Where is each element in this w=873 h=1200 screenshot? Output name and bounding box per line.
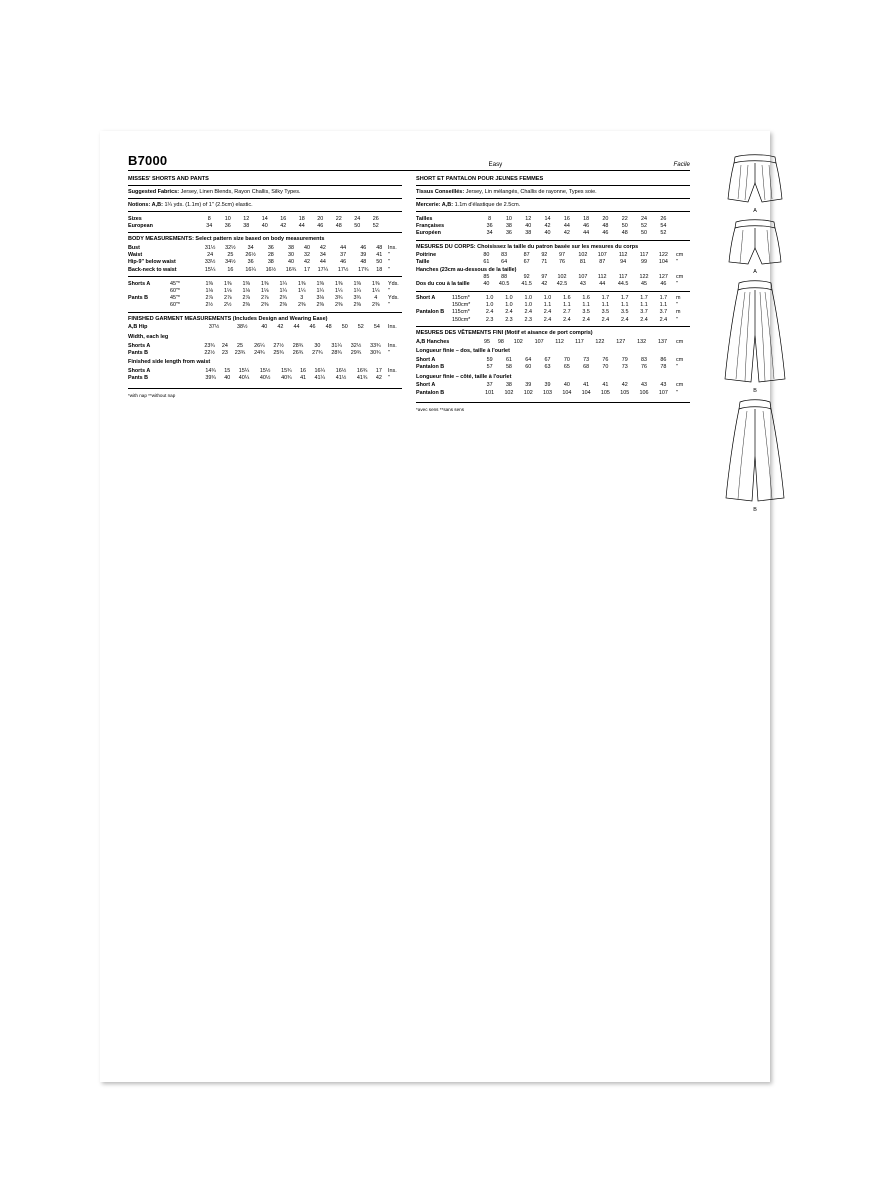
table-row: 60"* 1⅛ 1⅛ 1⅛ 1⅛ 1¼ 1¼ 1¼ 1¼ 1¼ 1¼ " xyxy=(170,287,390,294)
side-length-title: Finished side length from waist xyxy=(128,359,211,366)
divider xyxy=(128,198,402,199)
english-column xyxy=(128,176,402,412)
side-length-table-fr xyxy=(416,382,690,396)
body-measurements-title: BODY MEASUREMENTS: Select pattern size based on body measurements xyxy=(128,236,325,243)
french-heading: SHORT ET PANTALON POUR JEUNES FEMMES xyxy=(416,176,544,182)
notions-text: 1¼ yds. (1.1m) of 1" (2.5cm) elastic. xyxy=(162,202,253,208)
pattern-code: B7000 xyxy=(128,153,168,168)
table-row: Bust 31½ 32½ 34 36 38 40 42 44 46 48 Ins. xyxy=(128,244,397,251)
table-row: 85 88 92 97 102 107 112 117 122 127 cm xyxy=(483,273,684,280)
footnote-fr: *avec sens **sans sens xyxy=(416,407,465,413)
longueur-dos-title: Longueur finie – dos, taille à l'ourlet xyxy=(416,348,510,355)
divider xyxy=(128,388,402,389)
table-row: Dos du cou à la taille 40 40.5 41.5 42 42.5 43 44 44.5 45 46 " xyxy=(416,280,678,287)
table-row: Waist 24 25 26½ 28 30 32 34 37 39 41 " xyxy=(128,252,390,259)
size-table-fr xyxy=(416,215,690,237)
side-length-table-en xyxy=(128,367,402,381)
divider xyxy=(128,276,402,277)
table-row: Hanches (23cm au-dessous de la taille) xyxy=(416,266,517,273)
table-row: A,B Hip 37½ 38½ 40 42 44 46 48 50 52 54 Ins. xyxy=(128,324,397,331)
divider xyxy=(128,185,402,186)
fabrics-text-fr: Jersey, Lin mélangés, Challis de rayonne, Types soie. xyxy=(464,189,597,195)
table-row: Pantalon B 101 102 102 103 104 104 105 105 106 107 " xyxy=(416,389,678,396)
divider xyxy=(416,326,690,327)
two-column-layout xyxy=(128,176,690,412)
divider xyxy=(128,232,402,233)
mesures-vetements-title: MESURES DES VÊTEMENTS FINI (Motif et aisance de port compris) xyxy=(416,330,593,337)
table-row: Pants B 45"* 2⅞ 2⅞ 2⅞ 2⅞ 2¾ 3 3⅛ 3¾ 3¾ 4 Yds. xyxy=(128,295,399,302)
fabrics-label-fr: Tissus Conseillés: xyxy=(416,189,465,195)
table-row: 150cm* 2.3 2.3 2.3 2.4 2.4 2.4 2.4 2.4 2.4 2.4 " xyxy=(452,316,678,323)
illustration-pants-b-front xyxy=(712,279,798,394)
finished-table-en xyxy=(128,324,402,331)
finished-table-fr xyxy=(416,338,690,345)
pattern-envelope-back xyxy=(100,131,770,1082)
table-row: Back-neck to waist 15¼ 16 16¼ 16½ 16¾ 17 17¼ 17½ 17¾ 18 " xyxy=(128,266,390,273)
difficulty-en: Easy xyxy=(488,161,503,168)
table-row: Shorts A 14¾ 15 15¼ 15½ 15¾ 16 16¼ 16½ 16¾ 17 Ins. xyxy=(128,368,397,375)
divider xyxy=(416,198,690,199)
divider xyxy=(416,402,690,403)
sizes-label: Sizes xyxy=(128,215,142,222)
european-label: European xyxy=(128,222,153,229)
table-row: 60"* 2½ 2½ 2⅜ 2⅜ 2⅜ 2⅜ 2⅜ 2⅜ 2⅜ 2⅜ " xyxy=(170,302,390,309)
size-table-en xyxy=(128,215,402,229)
longueur-cote-title: Longueur finie – côté, taille à l'ourlet xyxy=(416,373,512,380)
table-row: Hip-9" below waist 33½ 34½ 36 38 40 42 44 46 48 50 " xyxy=(128,259,390,266)
table-row: Françaises 36 38 40 42 44 46 48 50 52 54 xyxy=(416,222,667,229)
yardage-table-en xyxy=(128,280,402,309)
mercerie xyxy=(416,202,690,208)
table-row: Européen 34 36 38 40 42 44 46 48 50 52 xyxy=(416,229,667,236)
divider xyxy=(416,240,690,241)
table-row: Shorts A 23¾ 24 25 26¼ 27½ 28¾ 30 31¼ 32½ 33¾ Ins. xyxy=(128,342,397,349)
yardage-table-fr xyxy=(416,295,690,324)
table-row: Sizes 8 10 12 14 16 18 20 22 24 26 xyxy=(128,215,379,222)
figure-label: A xyxy=(753,269,757,275)
notions-text-fr: 1.1m d'élastique de 2.5cm. xyxy=(453,202,521,208)
header-rule xyxy=(128,170,690,171)
line-art-panel xyxy=(712,153,798,517)
fabrics-text: Jersey, Linen Blends, Rayon Challis, Silky Types. xyxy=(179,189,301,195)
illustration-pants-b-back xyxy=(712,398,798,513)
difficulty-fr: Facile xyxy=(673,161,690,168)
illustration-shorts-a-front xyxy=(712,153,798,214)
table-row: Pantalon B 57 58 60 63 65 68 70 73 76 78 " xyxy=(416,364,678,371)
table-row: Short A 59 61 64 67 70 73 76 79 83 86 cm xyxy=(416,357,684,364)
notions-label-fr: Mercerie: A,B: xyxy=(416,202,454,208)
tissus-conseilles xyxy=(416,189,690,195)
width-table-fr xyxy=(416,356,690,370)
table-row: 150cm* 1.0 1.0 1.0 1.1 1.1 1.1 1.1 1.1 1.1 1.1 " xyxy=(452,302,678,309)
header xyxy=(128,153,690,168)
table-row: Poitrine 80 83 87 92 97 102 107 112 117 122 cm xyxy=(416,252,684,259)
finished-measurements-title: FINISHED GARMENT MEASUREMENTS (Includes Design and Wearing Ease) xyxy=(128,315,328,322)
table-row: Pants B 39¾ 40 40¼ 40½ 40¾ 41 41¼ 41½ 41¾ 42 " xyxy=(128,375,390,382)
divider xyxy=(416,211,690,212)
table-row: Short A 37 38 39 39 40 41 41 42 43 43 cm xyxy=(416,382,684,389)
table-row: Shorts A 45"* 1⅜ 1⅜ 1⅜ 1⅜ 1¼ 1⅜ 1⅜ 1⅜ 1⅜ 1⅜ Yds. xyxy=(128,280,399,287)
notions-label: Notions: A,B: xyxy=(128,202,163,208)
width-each-leg-title: Width, each leg xyxy=(128,334,169,341)
divider xyxy=(128,211,402,212)
divider xyxy=(416,291,690,292)
table-row: A,B Hanches 95 98 102 107 112 117 122 127 132 137 cm xyxy=(416,338,684,345)
figure-label: B xyxy=(753,388,757,394)
content-area xyxy=(128,153,690,412)
divider xyxy=(128,312,402,313)
body-measurements-table-en xyxy=(128,244,402,273)
notions xyxy=(128,202,402,208)
fabrics-label: Suggested Fabrics: xyxy=(128,189,180,195)
footnote-en: *with nap **without nap xyxy=(128,392,176,398)
table-row: Taille 61 64 67 71 76 81 87 94 99 104 " xyxy=(416,259,678,266)
table-row: European 34 36 38 40 42 44 46 48 50 52 xyxy=(128,222,379,229)
figure-label: A xyxy=(753,208,757,214)
figure-label: B xyxy=(753,507,757,513)
table-row: Pantalon B 115cm* 2.4 2.4 2.4 2.4 2.7 3.5 3.5 3.5 3.7 3.7 m xyxy=(416,309,681,316)
divider xyxy=(416,185,690,186)
table-row: Tailles 8 10 12 14 16 18 20 22 24 26 xyxy=(416,215,667,222)
table-row: Short A 115cm* 1.0 1.0 1.0 1.0 1.6 1.6 1.7 1.7 1.7 1.7 m xyxy=(416,295,681,302)
french-column xyxy=(416,176,690,412)
width-table-en xyxy=(128,342,402,356)
suggested-fabrics xyxy=(128,189,402,195)
table-row: Pants B 22½ 23 23¾ 24¾ 25¾ 26¾ 27¾ 28¾ 29¾ 30¾ " xyxy=(128,349,390,356)
english-heading: MISSES' SHORTS AND PANTS xyxy=(128,176,209,182)
illustration-shorts-a-back xyxy=(712,218,798,275)
mesures-du-corps-title: MESURES DU CORPS: Choisissez la taille du patron basée sur les mesures du corps xyxy=(416,243,639,250)
body-measurements-table-fr xyxy=(416,252,690,288)
